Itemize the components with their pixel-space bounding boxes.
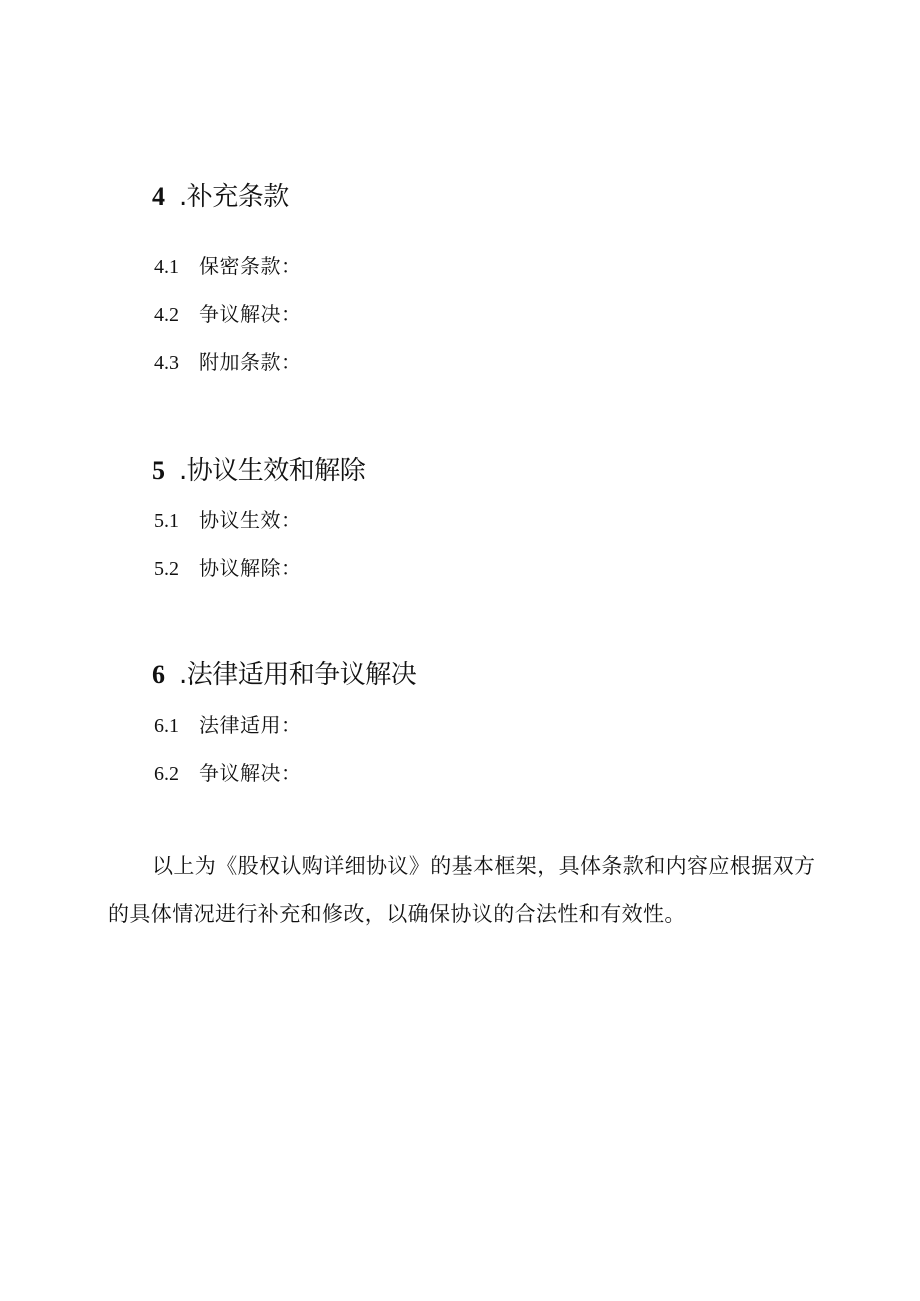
clause-5-1	[154, 504, 302, 532]
clause-number: 5.1	[154, 510, 179, 532]
clause-label: 保密条款：	[199, 254, 302, 278]
clause-4-3	[154, 346, 302, 374]
clause-number: 6.1	[154, 715, 179, 737]
clause-label: 争议解决：	[199, 302, 302, 326]
clause-number: 5.2	[154, 558, 179, 580]
clause-4-1	[154, 250, 302, 278]
clause-number: 4.2	[154, 304, 179, 326]
clause-6-1	[154, 709, 302, 737]
clause-label: 法律适用：	[199, 713, 302, 737]
clause-5-2	[154, 552, 302, 580]
clause-6-2	[154, 757, 302, 785]
section-number: 4	[152, 182, 165, 211]
section-number: 5	[152, 456, 165, 485]
clause-number: 4.3	[154, 352, 179, 374]
section-title: .协议生效和解除	[179, 456, 366, 486]
section-heading-4	[152, 176, 289, 212]
summary-paragraph: 以上为《股权认购详细协议》的基本框架，具体条款和内容应根据双方的具体情况进行补充和修改，以确保协议的合法性和有效性。	[108, 854, 816, 926]
clause-number: 6.2	[154, 763, 179, 785]
section-title: .补充条款	[179, 182, 289, 212]
section-heading-6	[152, 654, 416, 690]
section-number: 6	[152, 660, 165, 689]
clause-label: 协议解除：	[199, 556, 302, 580]
section-title: .法律适用和争议解决	[179, 660, 417, 690]
section-heading-5	[152, 450, 365, 486]
clause-label: 协议生效：	[199, 508, 302, 532]
clause-4-2	[154, 298, 302, 326]
clause-number: 4.1	[154, 256, 179, 278]
clause-label: 争议解决：	[199, 761, 302, 785]
clause-label: 附加条款：	[199, 350, 302, 374]
